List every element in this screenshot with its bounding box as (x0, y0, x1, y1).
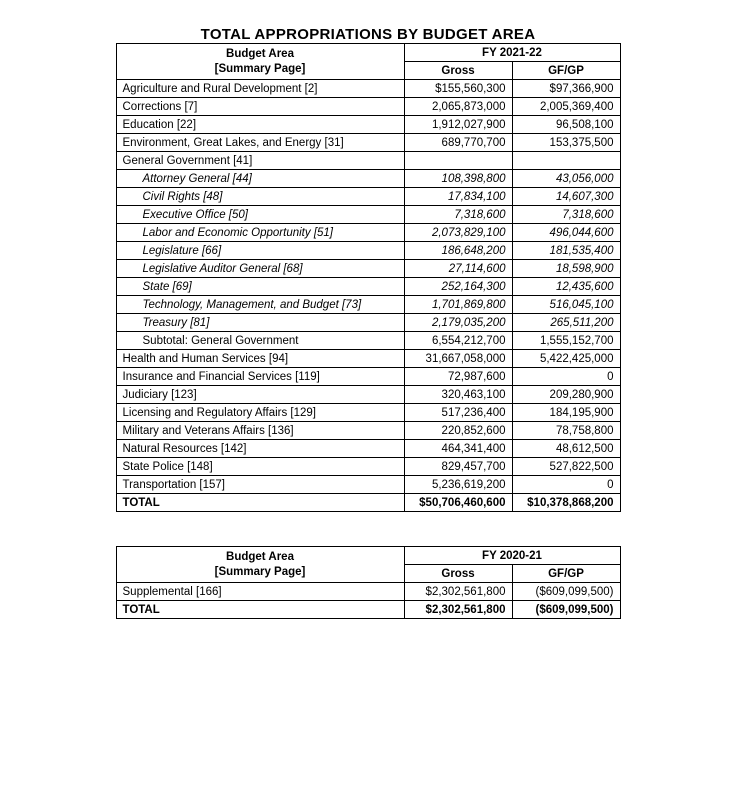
table-row (116, 224, 620, 242)
cell-budget-area: Attorney General [44] (116, 170, 404, 188)
header2-budget-area-line2: [Summary Page] (214, 565, 306, 578)
table-row (116, 170, 620, 188)
appropriations-table-fy2021-22 (116, 43, 621, 512)
cell-gfgp: 265,511,200 (512, 314, 620, 332)
cell-budget-area: Insurance and Financial Services [119] (116, 368, 404, 386)
cell-gfgp: 0 (512, 476, 620, 494)
table-row (116, 440, 620, 458)
cell-gfgp: 184,195,900 (512, 404, 620, 422)
cell-gross: 689,770,700 (404, 134, 512, 152)
appropriations-table-fy2020-21 (116, 546, 621, 619)
cell-gfgp: 7,318,600 (512, 206, 620, 224)
cell-gfgp: ($609,099,500) (512, 601, 620, 619)
table-header-row-top (116, 44, 620, 62)
header2-budget-area (116, 547, 404, 583)
table-row (116, 98, 620, 116)
cell-budget-area: Environment, Great Lakes, and Energy [31] (116, 134, 404, 152)
cell-budget-area: State [69] (116, 278, 404, 296)
cell-gross: $2,302,561,800 (404, 583, 512, 601)
table2-header (116, 547, 620, 583)
cell-gfgp: 43,056,000 (512, 170, 620, 188)
cell-budget-area: Military and Veterans Affairs [136] (116, 422, 404, 440)
cell-budget-area: Treasury [81] (116, 314, 404, 332)
table-row (116, 296, 620, 314)
header-budget-area (116, 44, 404, 80)
cell-gross: 17,834,100 (404, 188, 512, 206)
cell-gfgp: 2,005,369,400 (512, 98, 620, 116)
table-header (116, 44, 620, 80)
table-row (116, 422, 620, 440)
cell-gfgp: 516,045,100 (512, 296, 620, 314)
cell-gfgp: 0 (512, 368, 620, 386)
table-row (116, 350, 620, 368)
header2-budget-area-line1: Budget Area (226, 551, 294, 564)
cell-gross: 252,164,300 (404, 278, 512, 296)
cell-budget-area: Licensing and Regulatory Affairs [129] (116, 404, 404, 422)
cell-gross: 320,463,100 (404, 386, 512, 404)
cell-budget-area: Supplemental [166] (116, 583, 404, 601)
cell-gfgp: 181,535,400 (512, 242, 620, 260)
cell-gross: 5,236,619,200 (404, 476, 512, 494)
table-body (116, 80, 620, 512)
table-row (116, 476, 620, 494)
cell-gross: 6,554,212,700 (404, 332, 512, 350)
table-row (116, 386, 620, 404)
cell-budget-area: Legislature [66] (116, 242, 404, 260)
header2-gross: Gross (404, 565, 512, 583)
cell-gross: $155,560,300 (404, 80, 512, 98)
cell-budget-area: Health and Human Services [94] (116, 350, 404, 368)
cell-gfgp: 18,598,900 (512, 260, 620, 278)
table-row (116, 278, 620, 296)
cell-gfgp: 153,375,500 (512, 134, 620, 152)
cell-budget-area: Education [22] (116, 116, 404, 134)
header-budget-area-line2: [Summary Page] (214, 62, 306, 75)
table-row (116, 314, 620, 332)
cell-gross: 72,987,600 (404, 368, 512, 386)
table2-body (116, 583, 620, 619)
header-gross: Gross (404, 62, 512, 80)
cell-gross: 27,114,600 (404, 260, 512, 278)
cell-gross: 7,318,600 (404, 206, 512, 224)
cell-gfgp: 96,508,100 (512, 116, 620, 134)
cell-budget-area: Technology, Management, and Budget [73] (116, 296, 404, 314)
table2-header-row-top (116, 547, 620, 565)
cell-gross: $2,302,561,800 (404, 601, 512, 619)
cell-gfgp: $10,378,868,200 (512, 494, 620, 512)
cell-gfgp (512, 152, 620, 170)
table-row (116, 601, 620, 619)
cell-gross: 2,073,829,100 (404, 224, 512, 242)
table-row (116, 80, 620, 98)
header-budget-area-line1: Budget Area (226, 48, 294, 61)
cell-budget-area: Executive Office [50] (116, 206, 404, 224)
cell-gross: 517,236,400 (404, 404, 512, 422)
cell-gfgp: 12,435,600 (512, 278, 620, 296)
cell-gross: 31,667,058,000 (404, 350, 512, 368)
cell-gross: 108,398,800 (404, 170, 512, 188)
cell-budget-area: Natural Resources [142] (116, 440, 404, 458)
table-row (116, 206, 620, 224)
cell-gfgp: 14,607,300 (512, 188, 620, 206)
table-row (116, 494, 620, 512)
table-row (116, 260, 620, 278)
table-row (116, 116, 620, 134)
cell-budget-area: State Police [148] (116, 458, 404, 476)
table-row (116, 458, 620, 476)
cell-budget-area: Agriculture and Rural Development [2] (116, 80, 404, 98)
cell-gfgp: 48,612,500 (512, 440, 620, 458)
cell-budget-area: Transportation [157] (116, 476, 404, 494)
cell-gfgp: $97,366,900 (512, 80, 620, 98)
cell-gross: 186,648,200 (404, 242, 512, 260)
cell-budget-area: General Government [41] (116, 152, 404, 170)
cell-gross: 1,912,027,900 (404, 116, 512, 134)
cell-gfgp: 496,044,600 (512, 224, 620, 242)
cell-gfgp: ($609,099,500) (512, 583, 620, 601)
cell-budget-area: Subtotal: General Government (116, 332, 404, 350)
cell-gross: 1,701,869,800 (404, 296, 512, 314)
appropriations-table-container (0, 43, 736, 512)
cell-gfgp: 5,422,425,000 (512, 350, 620, 368)
cell-budget-area: Judiciary [123] (116, 386, 404, 404)
supplemental-table-container (0, 546, 736, 619)
table-row (116, 188, 620, 206)
table-row (116, 332, 620, 350)
cell-budget-area: Corrections [7] (116, 98, 404, 116)
table-row (116, 404, 620, 422)
cell-budget-area: Legislative Auditor General [68] (116, 260, 404, 278)
cell-gfgp: 209,280,900 (512, 386, 620, 404)
header2-gfgp: GF/GP (512, 565, 620, 583)
cell-gross: 220,852,600 (404, 422, 512, 440)
table-row (116, 368, 620, 386)
table-row (116, 242, 620, 260)
table-row (116, 152, 620, 170)
header2-fiscal-year: FY 2020-21 (404, 547, 620, 565)
table-row (116, 583, 620, 601)
page-title: TOTAL APPROPRIATIONS BY BUDGET AREA (200, 26, 536, 43)
cell-gross: 829,457,700 (404, 458, 512, 476)
table-gap (0, 512, 736, 546)
cell-gross (404, 152, 512, 170)
cell-gross: 2,065,873,000 (404, 98, 512, 116)
cell-gfgp: 1,555,152,700 (512, 332, 620, 350)
cell-gross: 2,179,035,200 (404, 314, 512, 332)
cell-gfgp: 527,822,500 (512, 458, 620, 476)
header-fiscal-year: FY 2021-22 (404, 44, 620, 62)
cell-budget-area: TOTAL (116, 494, 404, 512)
cell-budget-area: Labor and Economic Opportunity [51] (116, 224, 404, 242)
cell-budget-area: Civil Rights [48] (116, 188, 404, 206)
cell-gross: $50,706,460,600 (404, 494, 512, 512)
header-gfgp: GF/GP (512, 62, 620, 80)
table-row (116, 134, 620, 152)
cell-gross: 464,341,400 (404, 440, 512, 458)
cell-gfgp: 78,758,800 (512, 422, 620, 440)
cell-budget-area: TOTAL (116, 601, 404, 619)
